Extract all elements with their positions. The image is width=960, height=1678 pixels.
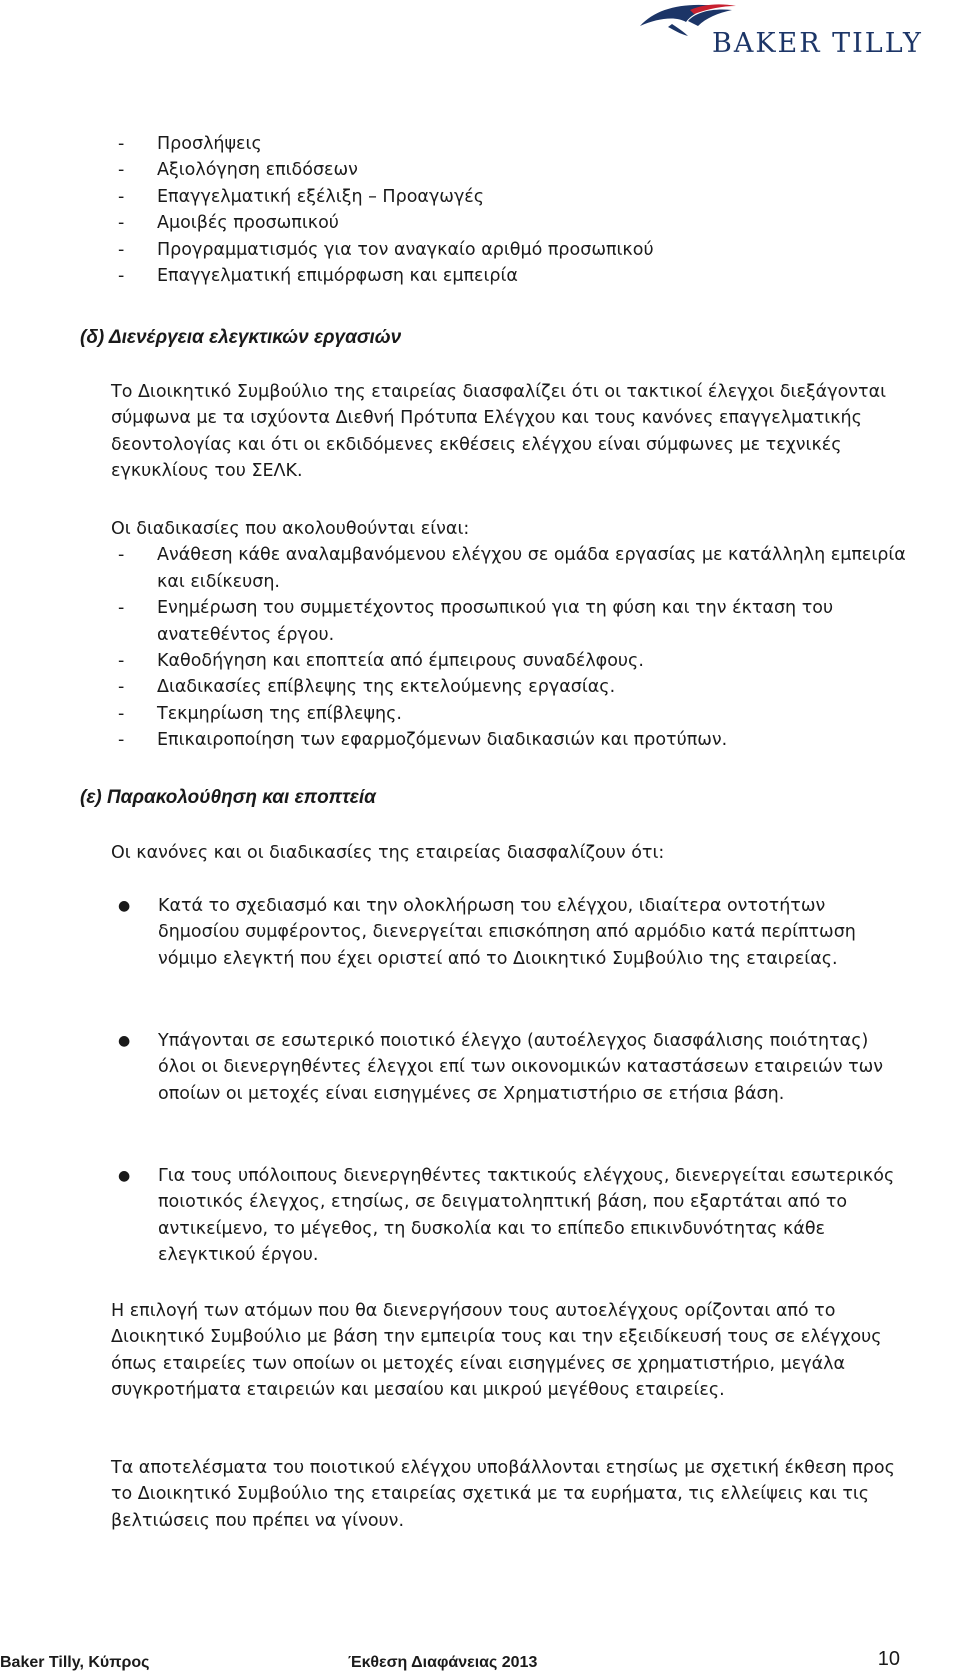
procedures-block xyxy=(111,516,931,754)
list-item: - Ενημέρωση του συμμετέχοντος προσωπικού για τη φύση και την έκταση του ανατεθέντος έργου. xyxy=(111,595,931,648)
bullet-icon: ● xyxy=(118,1168,131,1184)
logo-text: BAKER TILLY xyxy=(712,28,923,59)
bullet-item xyxy=(118,1028,908,1107)
list-item: - Αμοιβές προσωπικού xyxy=(118,210,654,236)
list-item: - Επαγγελματική εξέλιξη – Προαγωγές xyxy=(118,184,654,210)
bullet-item xyxy=(118,1163,908,1269)
bullet-text: Υπάγονται σε εσωτερικό ποιοτικό έλεγχο (αυτοέλεγχος διασφάλισης ποιότητας) όλοι οι διενεργηθέντες έλεγχοι επί των οικονομικών καταστάσεων εταιρειών των οποίων οι μετοχές είναι εισηγμένες σε Χρηματιστήριο σε ετήσια βάση. xyxy=(158,1031,884,1104)
bullet-icon: ● xyxy=(118,898,131,914)
list-item: - Επικαιροποίηση των εφαρμοζόμενων διαδικασιών και προτύπων. xyxy=(111,727,931,753)
bullet-item xyxy=(118,893,908,972)
list-item: - Επαγγελματική επιμόρφωση και εμπειρία xyxy=(118,263,654,289)
section-e-paragraph-1: Η επιλογή των ατόμων που θα διενεργήσουν τους αυτοελέγχους ορίζονται από το Διοικητικό Συμβούλιο με βάση την εμπειρία τους και την εξειδίκευσή τους σε ελέγχους όπως εταιρείες των οποίων οι μετοχές είναι εισηγμένες σε χρηματιστήριο, μεγάλα συγκροτήματα εταιρειών και μεσαίου και μικρού μεγέθους εταιρείες. xyxy=(111,1301,882,1401)
list-item: - Προσλήψεις xyxy=(118,131,654,157)
section-d-paragraph: Το Διοικητικό Συμβούλιο της εταιρείας διασφαλίζει ότι οι τακτικοί έλεγχοι διεξάγονται σύμφωνα με τα ισχύοντα Διεθνή Πρότυπα Ελέγχου και τους κανόνες επαγγελματικής δεοντολογίας και ότι οι εκδιδόμενες εκθέσεις ελέγχου είναι σύμφωνες με τεχνικές εγκυκλίους του ΣΕΛΚ. xyxy=(111,382,887,482)
section-e-paragraph-2: Τα αποτελέσματα του ποιοτικού ελέγχου υποβάλλονται ετησίως με σχετική έκθεση προς το Διοικητικό Συμβούλιο της εταιρείας σχετικά με τα ευρήματα, τις ελλείψεις και τις βελτιώσεις που πρέπει να γίνουν. xyxy=(111,1458,895,1531)
company-logo xyxy=(632,0,952,62)
staff-list xyxy=(118,131,654,289)
section-heading-d: (δ) Διενέργεια ελεγκτικών εργασιών xyxy=(80,327,402,348)
bullet-icon: ● xyxy=(118,1033,131,1049)
section-e-intro: Οι κανόνες και οι διαδικασίες της εταιρείας διασφαλίζουν ότι: xyxy=(111,843,665,863)
bullet-text: Κατά το σχεδιασμό και την ολοκλήρωση του ελέγχου, ιδιαίτερα οντοτήτων δημοσίου συμφέροντος, διενεργείται επισκόπηση από αρμόδιο κατά περίπτωση νόμιμο ελεγκτή που έχει οριστεί από το Διοικητικό Συμβούλιο της εταιρείας. xyxy=(158,896,856,969)
list-item: - Διαδικασίες επίβλεψης της εκτελούμενης εργασίας. xyxy=(111,674,931,700)
procedures-intro: Οι διαδικασίες που ακολουθούνται είναι: xyxy=(111,519,470,539)
list-item: - Προγραμματισμός για τον αναγκαίο αριθμό προσωπικού xyxy=(118,237,654,263)
list-item: - Τεκμηρίωση της επίβλεψης. xyxy=(111,701,931,727)
list-item: - Αξιολόγηση επιδόσεων xyxy=(118,157,654,183)
page-number: 10 xyxy=(877,1648,900,1670)
list-item: - Ανάθεση κάθε αναλαμβανόμενου ελέγχου σε ομάδα εργασίας με κατάλληλη εμπειρία και ειδίκευση. xyxy=(111,542,931,595)
section-heading-e: (ε) Παρακολούθηση και εποπτεία xyxy=(80,787,376,808)
procedures-list xyxy=(111,542,931,753)
list-item: - Καθοδήγηση και εποπτεία από έμπειρους συναδέλφους. xyxy=(111,648,931,674)
bullet-text: Για τους υπόλοιπους διενεργηθέντες τακτικούς ελέγχους, διενεργείται εσωτερικός ποιοτικός έλεγχος, ετησίως, σε δειγματοληπτική βάση, που εξαρτάται από το αντικείμενο, το μέγεθος, τη δυσκολία και το επίπεδο επικινδυνότητας κάθε ελεγκτικού έργου. xyxy=(158,1166,895,1266)
footer-company: Baker Tilly, Κύπρος xyxy=(0,1654,150,1671)
footer-title: Έκθεση Διαφάνειας 2013 xyxy=(348,1654,538,1671)
